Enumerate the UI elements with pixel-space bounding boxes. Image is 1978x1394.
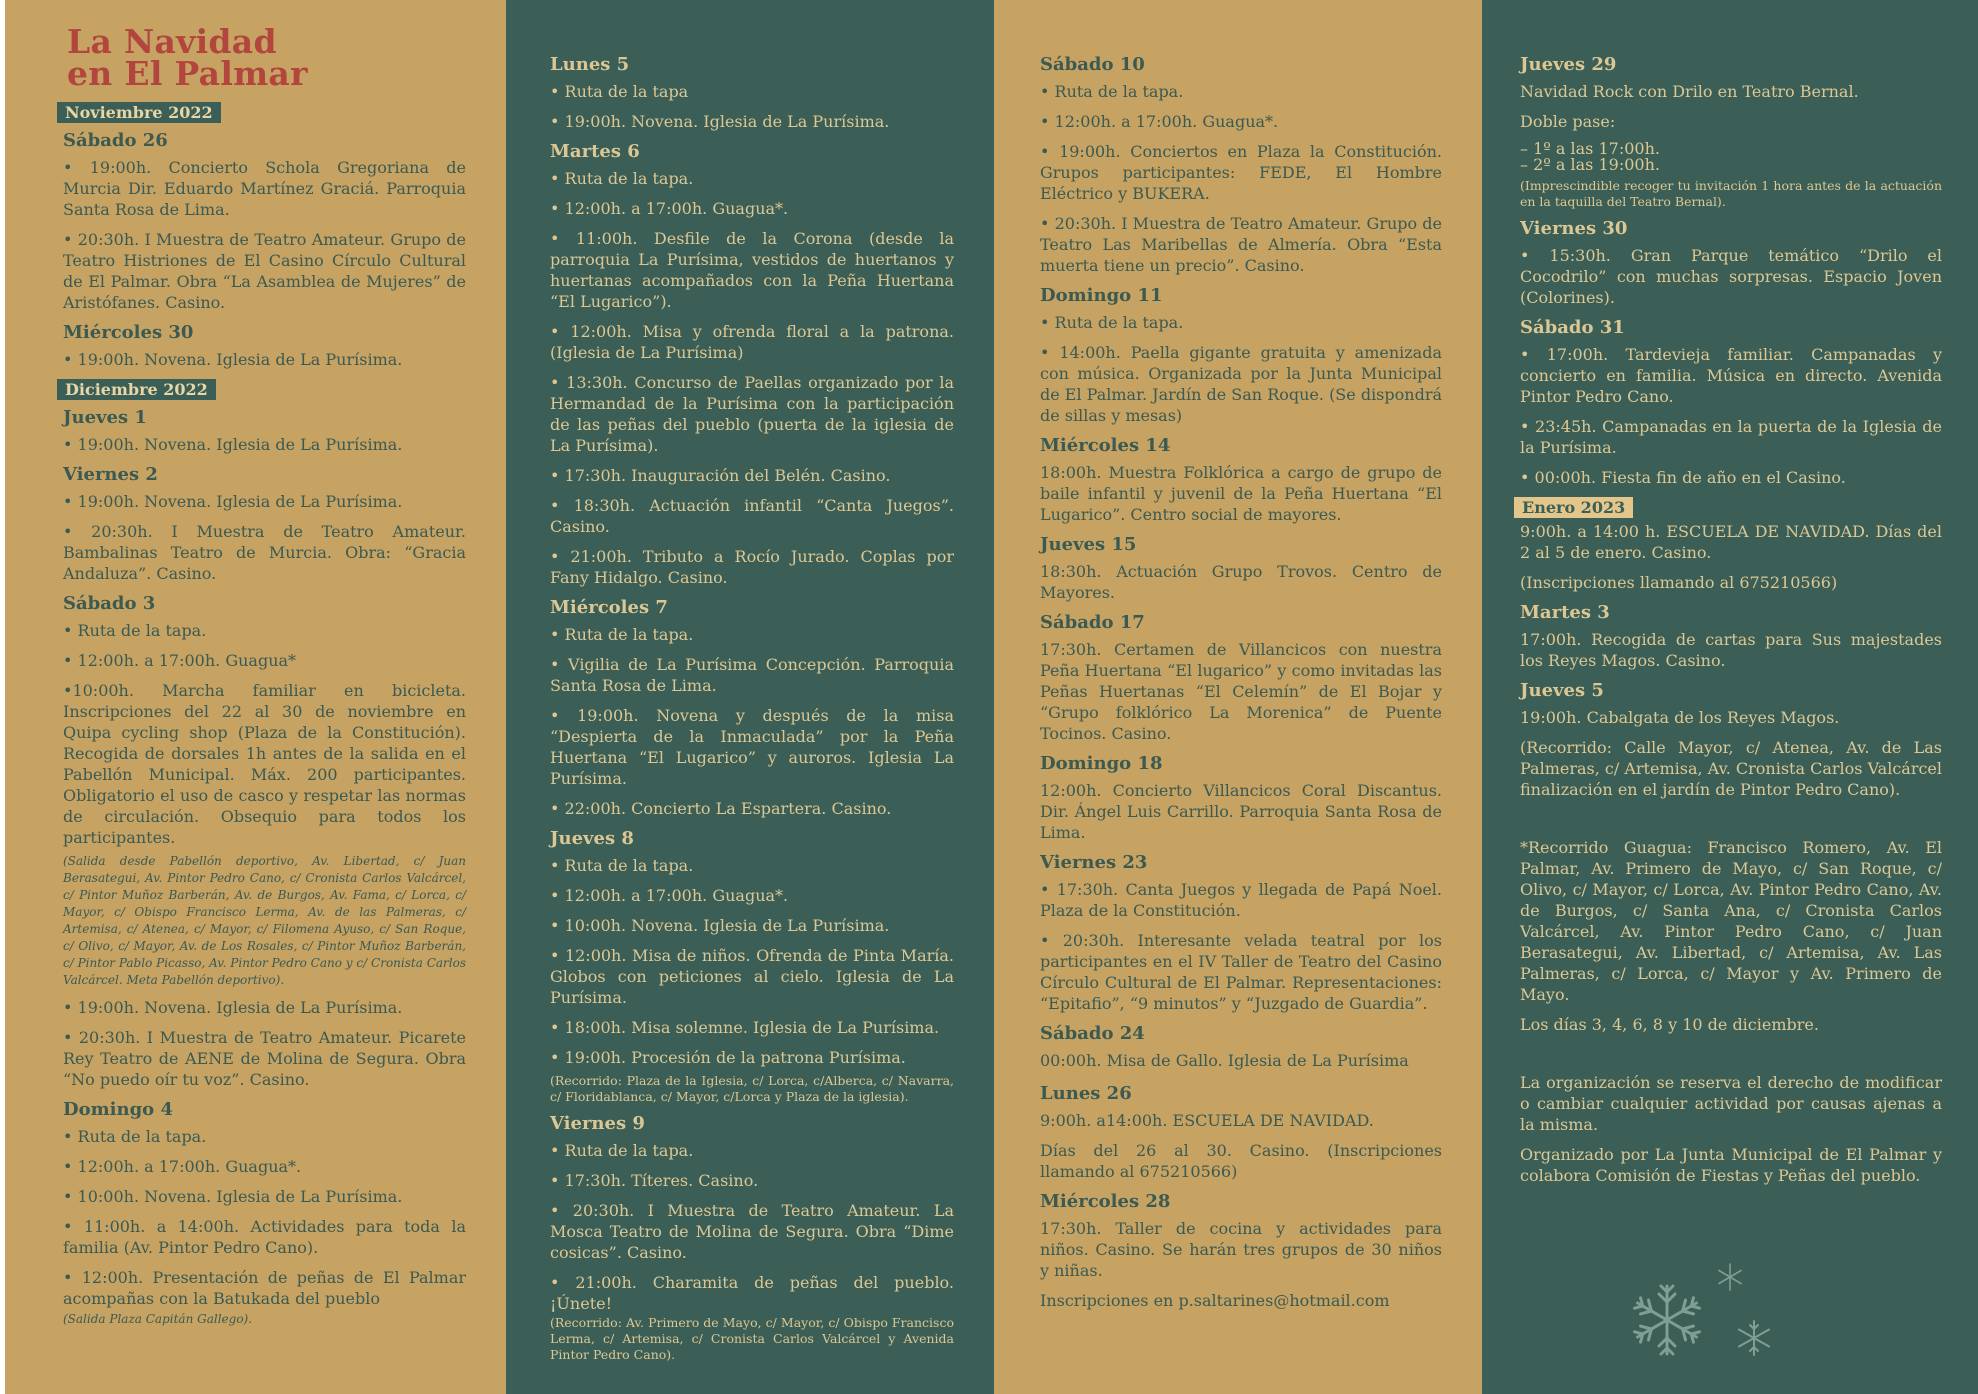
event-item: – 2º a las 19:00h. — [1520, 155, 1660, 174]
spacer — [1520, 1044, 1942, 1072]
event-item: • 12:00h. a 17:00h. Guagua*. — [63, 1157, 302, 1176]
event-item: • 10:00h. Novena. Iglesia de La Purísima. — [63, 1187, 403, 1206]
event-item: 17:30h. Taller de cocina y actividades para niños. Casino. Se harán tres grupos de 30 niños y niñas. — [1040, 1219, 1442, 1280]
event-item: • 20:30h. I Muestra de Teatro Amateur. Picarete Rey Teatro de AENE de Molina de Segura. Obra “No puedo oír tu voz”. Casino. — [63, 1028, 466, 1089]
snowflake-icon — [1715, 1262, 1745, 1292]
event-item: • 19:00h. Novena y después de la misa “Despierta de la Inmaculada” por la Peña Huertana “El Lugarico” y auroros. Iglesia La Purísima. — [550, 706, 954, 788]
spacer — [1520, 809, 1942, 837]
organizer-credits: Organizado por La Junta Municipal de El Palmar y colabora Comisión de Fiestas y Peñas del pueblo. — [1520, 1145, 1942, 1185]
event-item: • 00:00h. Fiesta fin de año en el Casino. — [1520, 468, 1846, 487]
event-item: • 19:00h. Novena. Iglesia de La Purísima. — [63, 435, 403, 454]
event-item: Navidad Rock con Drilo en Teatro Bernal. — [1520, 82, 1859, 101]
event-item: • 19:00h. Concierto Schola Gregoriana de Murcia Dir. Eduardo Martínez Graciá. Parroquia Santa Rosa de Lima. — [63, 158, 466, 219]
day-heading: Miércoles 28 — [1040, 1191, 1171, 1212]
month-band-january: Enero 2023 — [1514, 497, 1633, 518]
day-heading: Domingo 11 — [1040, 285, 1163, 306]
event-item: • Ruta de la tapa. — [1040, 82, 1184, 101]
day-heading: Jueves 29 — [1520, 54, 1617, 75]
month-band-december: Diciembre 2022 — [57, 379, 216, 400]
event-item: Inscripciones en p.saltarines@hotmail.com — [1040, 1291, 1390, 1310]
day-heading: Jueves 5 — [1520, 680, 1604, 701]
event-item: • 12:00h. a 17:00h. Guagua*. — [1040, 112, 1279, 131]
event-item: • 20:30h. Interesante velada teatral por los participantes en el IV Taller de Teatro del Casino Círculo Cultural de El Palmar. Representaciones: “Epitafio”, “9 minutos” y “Juzgado de Guardia”. — [1040, 931, 1442, 1013]
event-item: • 21:00h. Tributo a Rocío Jurado. Coplas por Fany Hidalgo. Casino. — [550, 547, 954, 587]
route-note: (Salida Plaza Capitán Gallego). — [63, 1312, 253, 1326]
day-heading: Jueves 15 — [1040, 534, 1137, 555]
event-item: • Ruta de la tapa — [550, 82, 689, 101]
event-item: • 12:00h. a 17:00h. Guagua* — [63, 651, 297, 670]
event-item: • 19:00h. Procesión de la patrona Purísima. — [550, 1048, 906, 1067]
day-heading: Viernes 30 — [1520, 218, 1628, 239]
event-item: 18:00h. Muestra Folklórica a cargo de grupo de baile infantil y juvenil de la Peña Huertana “El Lugarico”. Centro social de mayores. — [1040, 463, 1442, 524]
event-item: • 12:00h. Misa y ofrenda floral a la patrona. (Iglesia de La Purísima) — [550, 322, 954, 362]
event-item: • 10:00h. Novena. Iglesia de La Purísima. — [550, 916, 890, 935]
snowflake-icon — [1734, 1318, 1774, 1358]
day-heading: Jueves 1 — [63, 407, 147, 428]
event-item: • Ruta de la tapa. — [550, 1141, 694, 1160]
info-note: (Imprescindible recoger tu invitación 1 hora antes de la actuación en la taquilla del Teatro Bernal). — [1520, 178, 1942, 209]
day-heading: Sábado 31 — [1520, 317, 1625, 338]
event-item: • Ruta de la tapa. — [550, 856, 694, 875]
day-heading: Miércoles 7 — [550, 597, 668, 618]
day-heading: Sábado 10 — [1040, 54, 1145, 75]
event-item: • 21:00h. Charamita de peñas del pueblo. ¡Únete! — [550, 1273, 954, 1313]
event-item: • 20:30h. I Muestra de Teatro Amateur. Grupo de Teatro Las Maribellas de Almería. Obra “Esta muerta tiene un precio”. Casino. — [1040, 214, 1442, 275]
event-item: – 1º a las 17:00h. — [1520, 139, 1660, 158]
event-item: (Recorrido: Calle Mayor, c/ Atenea, Av. de Las Palmeras, c/ Artemisa, Av. Cronista Carlos Valcárcel finalización en el jardín de Pintor Pedro Cano). — [1520, 738, 1943, 799]
event-item: 17:30h. Certamen de Villancicos con nuestra Peña Huertana “El lugarico” y como invitadas las Peñas Huertanas “El Celemín” de El Bojar y “Grupo folklórico La Morenica” de Puente Tocinos. Casino. — [1040, 640, 1442, 743]
event-item: • Vigilia de La Purísima Concepción. Parroquia Santa Rosa de Lima. — [550, 655, 954, 695]
brochure-sheet — [5, 0, 1978, 1394]
event-item: • 12:00h. Misa de niños. Ofrenda de Pinta María. Globos con peticiones al cielo. Iglesia de La Purísima. — [550, 946, 954, 1007]
day-heading: Martes 6 — [550, 141, 640, 162]
page-title — [67, 22, 466, 93]
day-heading: Sábado 26 — [63, 130, 168, 151]
event-item: • 19:00h. Novena. Iglesia de La Purísima. — [63, 492, 403, 511]
title-line-1: La Navidad — [67, 22, 277, 61]
event-item: (Inscripciones llamando al 675210566) — [1520, 573, 1838, 592]
day-heading: Lunes 26 — [1040, 1083, 1132, 1104]
guagua-route-text: *Recorrido Guagua: Francisco Romero, Av. El Palmar, Av. Primero de Mayo, c/ San Roque, c/ Olivo, c/ Mayor, c/ Lorca, Av. Pintor Pedro Cano, Av. de Burgos, c/ Santa Ana, c/ Cronista Carlos Valcárcel, Av. Pintor Pedro Cano, c/ Juan Berasategui, Av. Libertad, c/ Artemisa, Av. Las Palmeras, c/ Lorca, c/ Mayor y Av. Primero de Mayo. — [1520, 838, 1942, 1004]
day-heading: Domingo 4 — [63, 1099, 173, 1120]
event-item: Doble pase: — [1520, 112, 1616, 131]
day-heading: Lunes 5 — [550, 54, 630, 75]
event-item: • Ruta de la tapa. — [63, 621, 207, 640]
panel-december-5-9 — [506, 0, 994, 1394]
event-item: • Ruta de la tapa. — [63, 1127, 207, 1146]
event-item: • 12:00h. a 17:00h. Guagua*. — [550, 886, 789, 905]
route-note: (Recorrido: Plaza de la Iglesia, c/ Lorca, c/Alberca, c/ Navarra, c/ Floridablanca, c/ Mayor, c/Lorca y Plaza de la iglesia). — [550, 1073, 954, 1104]
day-heading: Martes 3 — [1520, 602, 1610, 623]
route-note: (Salida desde Pabellón deportivo, Av. Libertad, c/ Juan Berasategui, Av. Pintor Pedro Cano, c/ Cronista Carlos Valcárcel, c/ Pintor Muñoz Barberán, Av. de Burgos, Av. Fama, c/ Lorca, c/ Mayor, c/ Obispo Francisco Lerma, Av. de las Palmeras, c/ Artemisa, c/ Atenea, c/ Mayor, c/ Filomena Ayuso, c/ San Roque, c/ Olivo, c/ Mayor, Av. de Los Rosales, c/ Pintor Muñoz Barberán, c/ Pintor Pablo Picasso, Av. Pintor Pedro Cano y c/ Cronista Carlos Valcárcel. Meta Pabellón deportivo). — [63, 854, 466, 987]
event-item: Días del 26 al 30. Casino. (Inscripciones llamando al 675210566) — [1040, 1141, 1442, 1181]
title-line-2: en El Palmar — [67, 54, 308, 93]
event-item: • 18:00h. Misa solemne. Iglesia de La Purísima. — [550, 1018, 940, 1037]
day-heading: Miércoles 30 — [63, 322, 194, 343]
event-item: •10:00h. Marcha familiar en bicicleta. Inscripciones del 22 al 30 de noviembre en Quipa cycling shop (Plaza de la Constitución). Recogida de dorsales 1h antes de la salida en el Pabellón Municipal. Máx. 200 participantes. Obligatorio el uso de casco y respetar las normas de circulación. Obsequio para todos los participantes. — [63, 681, 466, 847]
event-item: 9:00h. a14:00h. ESCUELA DE NAVIDAD. — [1040, 1111, 1374, 1130]
event-item: • 12:00h. a 17:00h. Guagua*. — [550, 199, 789, 218]
event-item: 9:00h. a 14:00 h. ESCUELA DE NAVIDAD. Días del 2 al 5 de enero. Casino. — [1520, 522, 1942, 562]
day-heading: Sábado 24 — [1040, 1023, 1145, 1044]
event-item: • 19:00h. Conciertos en Plaza la Constitución. Grupos participantes: FEDE, El Hombre Eléctrico y BUKERA. — [1040, 142, 1442, 203]
event-item: • 17:30h. Inauguración del Belén. Casino. — [550, 466, 891, 485]
event-item: • 20:30h. I Muestra de Teatro Amateur. La Mosca Teatro de Molina de Segura. Obra “Dime cosicas”. Casino. — [550, 1201, 954, 1262]
event-item: • 20:30h. I Muestra de Teatro Amateur. Bambalinas Teatro de Murcia. Obra: “Gracia Andaluza”. Casino. — [63, 522, 466, 583]
event-item: • 15:30h. Gran Parque temático “Drilo el Cocodrilo” con muchas sorpresas. Espacio Joven (Colorines). — [1520, 246, 1942, 307]
event-item: • 19:00h. Novena. Iglesia de La Purísima. — [63, 998, 403, 1017]
day-heading: Sábado 3 — [63, 593, 156, 614]
event-item: • 18:30h. Actuación infantil “Canta Juegos”. Casino. — [550, 496, 954, 536]
route-note: (Recorrido: Av. Primero de Mayo, c/ Mayor, c/ Obispo Francisco Lerma, c/ Artemisa, c/ Cronista Carlos Valcárcel y Avenida Pintor Pedro Cano). — [550, 1315, 954, 1362]
day-heading: Viernes 9 — [550, 1113, 645, 1134]
guagua-days-text: Los días 3, 4, 6, 8 y 10 de diciembre. — [1520, 1015, 1819, 1034]
organization-disclaimer: La organización se reserva el derecho de modificar o cambiar cualquier actividad por causas ajenas a la misma. — [1520, 1073, 1942, 1134]
event-item: • 20:30h. I Muestra de Teatro Amateur. Grupo de Teatro Histriones de El Casino Círculo Cultural de El Palmar. Obra “La Asamblea de Mujeres” de Aristófanes. Casino. — [63, 230, 466, 312]
event-item: • Ruta de la tapa. — [1040, 313, 1184, 332]
event-item: 19:00h. Cabalgata de los Reyes Magos. — [1520, 708, 1840, 727]
day-heading: Jueves 8 — [550, 828, 634, 849]
event-item: • 12:00h. Presentación de peñas de El Palmar acompañas con la Batukada del pueblo — [63, 1268, 466, 1308]
panel-december-january — [1482, 0, 1978, 1394]
day-heading: Viernes 23 — [1040, 852, 1148, 873]
panel-december-10-28 — [994, 0, 1482, 1394]
event-item: • Ruta de la tapa. — [550, 625, 694, 644]
event-item: • 22:00h. Concierto La Espartera. Casino. — [550, 799, 892, 818]
event-item: • 19:00h. Novena. Iglesia de La Purísima. — [550, 112, 890, 131]
day-heading: Viernes 2 — [63, 464, 158, 485]
event-item: • 13:30h. Concurso de Paellas organizado por la Hermandad de la Purísima con la participación de las peñas del pueblo (puerta de la iglesia de La Purísima). — [550, 373, 954, 455]
event-item: 00:00h. Misa de Gallo. Iglesia de La Purísima — [1040, 1051, 1409, 1070]
event-item: • 17:30h. Títeres. Casino. — [550, 1171, 759, 1190]
event-item: • Ruta de la tapa. — [550, 169, 694, 188]
event-item: • 17:00h. Tardevieja familiar. Campanadas y concierto en familia. Música en directo. Avenida Pintor Pedro Cano. — [1520, 345, 1942, 406]
month-band-november: Noviembre 2022 — [57, 102, 221, 123]
snowflake-icon — [1627, 1280, 1707, 1360]
day-heading: Miércoles 14 — [1040, 435, 1171, 456]
event-item: • 11:00h. a 14:00h. Actividades para toda la familia (Av. Pintor Pedro Cano). — [63, 1217, 466, 1257]
event-item: • 23:45h. Campanadas en la puerta de la Iglesia de la Purísima. — [1520, 417, 1942, 457]
event-item: 18:30h. Actuación Grupo Trovos. Centro de Mayores. — [1040, 562, 1442, 602]
event-item: • 11:00h. Desfile de la Corona (desde la parroquia La Purísima, vestidos de huertanos y huertanas acompañados con la Peña Huertana “El Lugarico”). — [550, 229, 954, 311]
event-item: • 17:30h. Canta Juegos y llegada de Papá Noel. Plaza de la Constitución. — [1040, 880, 1442, 920]
event-item: 17:00h. Recogida de cartas para Sus majestades los Reyes Magos. Casino. — [1520, 630, 1942, 670]
event-item: • 19:00h. Novena. Iglesia de La Purísima. — [63, 350, 403, 369]
event-item: • 14:00h. Paella gigante gratuita y amenizada con música. Organizada por la Junta Municipal de El Palmar. Jardín de San Roque. (Se dispondrá de sillas y mesas) — [1040, 343, 1442, 425]
event-item: 12:00h. Concierto Villancicos Coral Discantus. Dir. Ángel Luis Carrillo. Parroquia Santa Rosa de Lima. — [1040, 781, 1442, 842]
day-heading: Sábado 17 — [1040, 612, 1145, 633]
panel-november-december — [5, 0, 506, 1394]
day-heading: Domingo 18 — [1040, 753, 1163, 774]
